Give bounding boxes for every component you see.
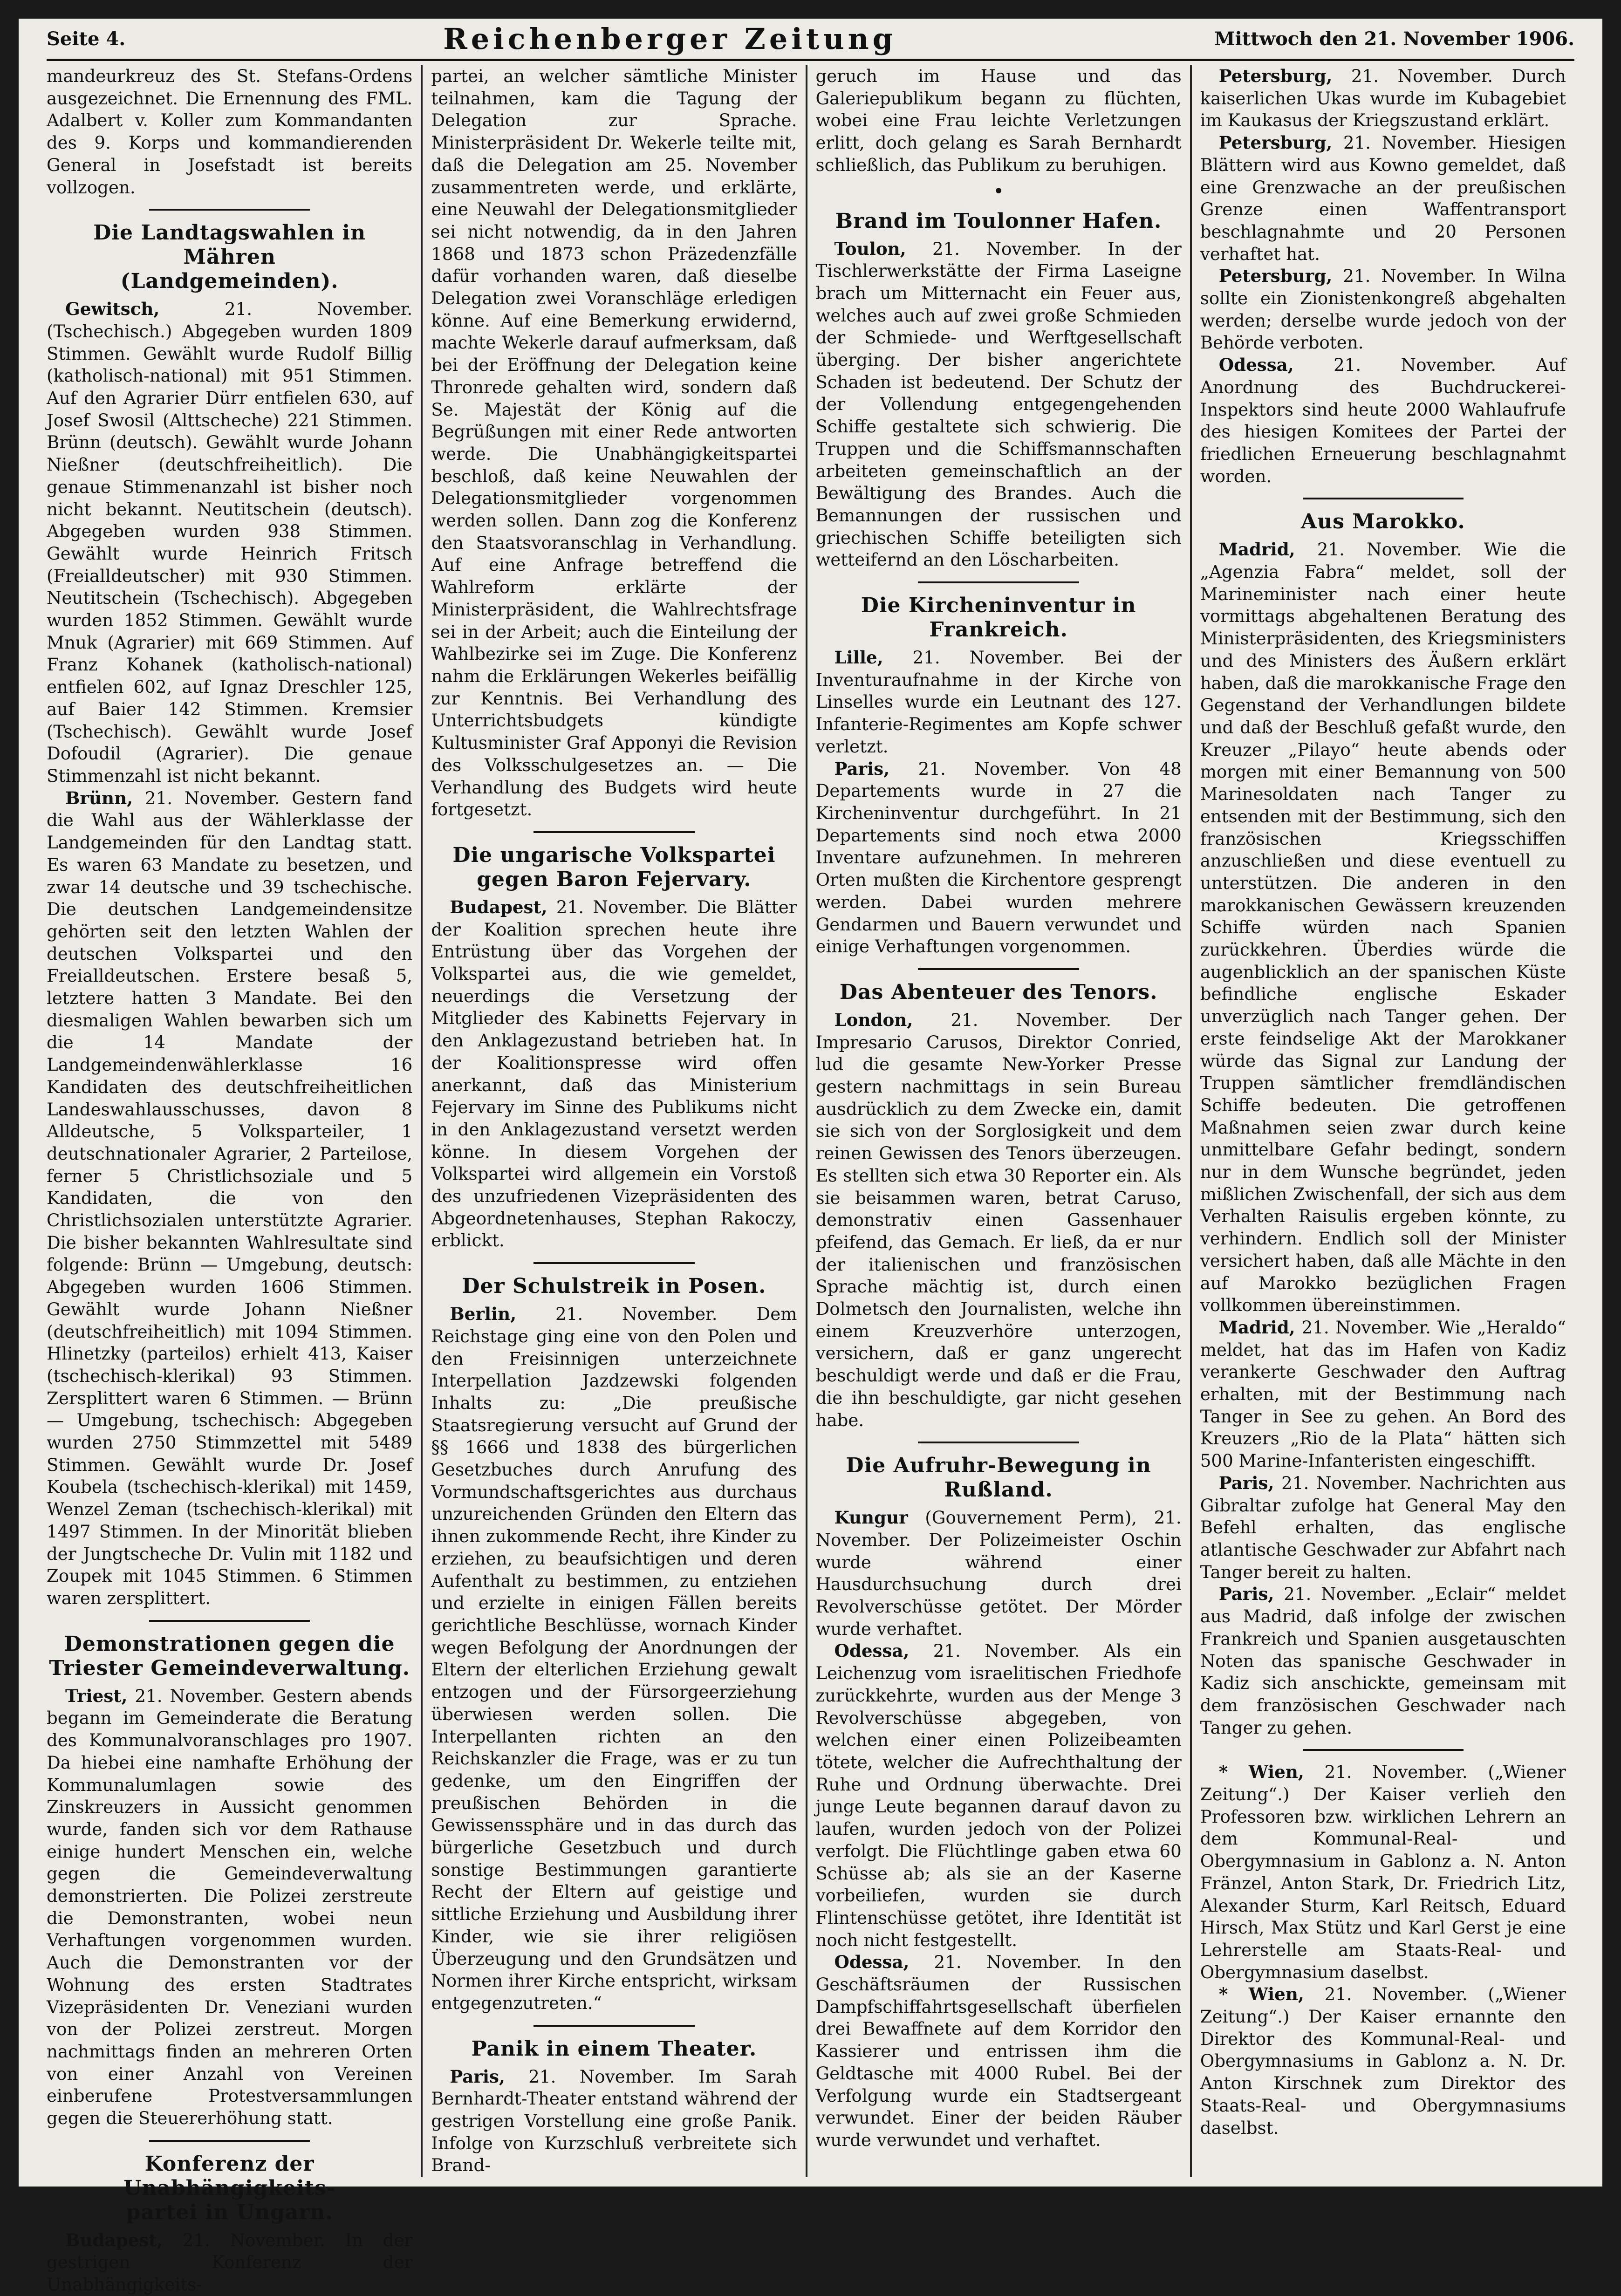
article-continuation: mandeurkreuz des St. Stefans-Ordens ausgezeichnet. Die Ernennung des FML. Adalbert v. Koller zum Kommandanten des 9. Korps und kommandierenden General in Josefstadt ist bereits vollzogen.	[47, 66, 413, 198]
divider	[533, 831, 695, 833]
divider	[149, 2140, 310, 2142]
page-number: Seite 4.	[47, 27, 126, 50]
paragraph: Petersburg, 21. November. Durch kaiserlichen Ukas wurde im Kubagebiet im Kaukasus der Kriegszustand erklärt.	[1200, 66, 1566, 131]
dateline: Paris,	[834, 758, 890, 779]
masthead: Reichenberger Zeitung	[443, 21, 897, 56]
paragraph: Petersburg, 21. November. Hiesigen Blättern wird aus Kowno gemeldet, daß eine Grenzwache an der preußischen Grenze einen Waffentransport beschlagnahmte und 20 Personen verhaftet hat.	[1200, 132, 1566, 264]
dateline: Kungur	[834, 1507, 908, 1528]
paragraph: Triest, 21. November. Gestern abends begann im Gemeinderate die Beratung des Kommunalvoranschlages pro 1907. Da hiebei eine namhafte Erhöhung der Kommunalumlagen sowie des Zinskreuzers in Aussicht genommen wurde, fanden sich vor dem Rathause einige hundert Menschen ein, welche gegen die Gemeindeverwaltung demonstrierten. Die Polizei zerstreute die Demonstranten, wobei neun Verhaftungen vorgenommen wurden. Auch die Demonstranten vor der Wohnung des ersten Stadtrates Vizepräsidenten Dr. Veneziani wurden von der Polizei zerstreut. Morgen nachmittags finden an mehreren Orten von einer Anzahl von Vereinen einberufene Protestversammlungen gegen die Steuererhöhung statt.	[47, 1685, 413, 2129]
paragraph: Madrid, 21. November. Wie „Heraldo“ meldet, hat das im Hafen von Kadiz verankerte Geschwader den Auftrag erhalten, mit der Bestimmung nach Tanger in See zu gehen. An Bord des Kreuzers „Rio de la Plata“ hätten sich 500 Marine-Infanteristen eingeschifft.	[1200, 1317, 1566, 1471]
divider	[533, 1262, 695, 1264]
divider	[918, 581, 1079, 583]
paragraph: Paris, 21. November. Im Sarah Bernhardt-Theater entstand während der gestrigen Vorstellung eine große Panik. Infolge von Kurzschluß verbreitete sich Brand-	[431, 2066, 797, 2176]
paragraph: Budapest, 21. November. In der gestrigen Konferenz der Unabhängigkeits-	[47, 2229, 413, 2295]
dateline: Petersburg,	[1218, 66, 1333, 86]
headline: Brand im Toulonner Hafen.	[835, 209, 1162, 233]
divider: •	[993, 180, 1004, 202]
paragraph: * Wien, 21. November. („Wiener Zeitung“.) Der Kaiser verlieh den Professoren bzw. wirklichen Lehrern an dem Kommunal-Real- und Obergymnasium in Gablonz a. N. Anton Fränzel, Anton Stark, Dr. Friedrich Litz, Alexander Sturm, Karl Reitsch, Eduard Hirsch, Max Stütz und Karl Gerst je eine Lehrerstelle am Staats-Real- und Obergymnasium daselbst.	[1200, 1762, 1566, 1982]
divider	[149, 1620, 310, 1622]
paragraph: Petersburg, 21. November. In Wilna sollte ein Zionistenkongreß abgehalten werden; derselbe wurde jedoch von der Behörde verboten.	[1200, 266, 1566, 353]
divider	[533, 2025, 695, 2027]
dateline: Budapest,	[450, 896, 547, 917]
dateline: Brünn,	[65, 787, 133, 808]
article-continuation: geruch im Hause und das Galeriepublikum begann zu flüchten, wobei eine Frau leichte Verletzungen erlitt, doch gelang es Sarah Bernhardt schließlich, das Publikum zu beruhigen.	[815, 66, 1182, 175]
page-header	[47, 19, 1574, 61]
paragraph: Gewitsch, 21. November. (Tschechisch.) Abgegeben wurden 1809 Stimmen. Gewählt wurde Rudolf Billig (katholisch-national) mit 951 Stimmen. Auf den Agrarier Dürr entfielen 630, auf Josef Swosil (Alttscheche) 221 Stimmen. Brünn (deutsch). Gewählt wurde Johann Nießner (deutschfreiheitlich). Die genaue Stimmenanzahl ist bisher noch nicht bekannt. Neutitschein (deutsch). Abgegeben wurden 938 Stimmen. Gewählt wurde Heinrich Fritsch (Freialldeutscher) mit 930 Stimmen. Neutitschein (Tschechisch). Abgegeben wurden 1852 Stimmen. Gewählt wurde Mnuk (Agrarier) mit 669 Stimmen. Auf Franz Kohanek (katholisch-national) entfielen 602, auf Ignaz Dreschler 125, auf Baier 142 Stimmen. Kremsier (Tschechisch). Gewählt wurde Josef Dofoudil (Agrarier). Die genaue Stimmenzahl ist nicht bekannt.	[47, 299, 413, 786]
headline: Die Landtagswahlen in Mähren (Landgemeinden).	[93, 221, 366, 294]
dateline: Odessa,	[834, 1952, 910, 1973]
dateline: Berlin,	[450, 1304, 517, 1325]
paragraph: Berlin, 21. November. Dem Reichstage ging eine von den Polen und den Freisinnigen unterzeichnete Interpellation Jazdzewski folgenden Inhalts zu: „Die preußische Staatsregierung versucht auf Grund der §§ 1666 und 1838 des bürgerlichen Gesetzbuches durch Anrufung des Vormundschaftsgerichtes aus durchaus unzureichenden Gründen den Eltern das ihnen zukommende Recht, ihre Kinder zu erziehen, zu beaufsichtigen und deren Aufenthalt zu bestimmen, zu entziehen und erzielte in einigen Fällen bereits gerichtliche Beschlüsse, wornach Kinder wegen Befolgung der Anordnungen der Eltern der elterlichen Erziehung gewalt entzogen und der Fürsorgeerziehung überwiesen werden sollen. Die Interpellanten richten an den Reichskanzler die Frage, was er zu tun gedenke, um den Eingriffen der preußischen Behörden in die Gewissenssphäre und in das durch das bürgerliche Gesetzbuch und durch sonstige Bestimmungen garantierte Recht der Eltern auf geistige und sittliche Erziehung und Ausbildung ihrer Kinder, wie sie ihrer religiösen Überzeugung und den Grundsätzen und Normen ihrer Kirche entspricht, wirksam entgegenzutreten.“	[431, 1304, 797, 2013]
paragraph: Odessa, 21. November. Auf Anordnung des Buchdruckerei-Inspektors sind heute 2000 Wahlaufrufe des hiesigen Komitees der Partei der friedlichen Erneuerung beschlagnahmt worden.	[1200, 355, 1566, 486]
paragraph: * Wien, 21. November. („Wiener Zeitung“.) Der Kaiser ernannte den Direktor des Kommunal-Real- und Obergymnasiums in Gablonz a. N. Dr. Anton Kirschnek zum Direktor des Staats-Real- und Obergymnasiums daselbst.	[1200, 1984, 1566, 2138]
paragraph: Odessa, 21. November. Als ein Leichenzug vom israelitischen Friedhofe zurückkehrte, wurden aus der Menge 3 Revolverschüsse abgegeben, von welchen einer einen Polizeibeamten tötete, welcher die Aufrechthaltung der Ruhe und Ordnung überwachte. Drei junge Leute begannen darauf davon zu laufen, wurden jedoch von der Polizei verfolgt. Die Flüchtlinge gaben etwa 60 Schüsse ab; als sie an der Kaserne vorbeiliefen, wurden sie durch Flintenschüsse getötet, ihre Identität ist noch nicht festgestellt.	[815, 1640, 1182, 1950]
dateline: Budapest,	[65, 2229, 163, 2250]
paragraph: Madrid, 21. November. Wie die „Agenzia Fabra“ meldet, soll der Marineminister nach einer heute vormittags abgehaltenen Beratung des Ministerpräsidenten, des Kriegsministers und des Ministers des Äußern erklärt haben, daß die marokkanische Frage den Gegenstand der Verhandlungen bildete und daß der Beschluß gefaßt wurde, den Kreuzer „Pilayo“ heute abends oder morgen mit einer Bemannung von 500 Marinesoldaten nach Tanger zu entsenden mit der Bestimmung, sich den französischen Kriegsschiffen anzuschließen und diese eventuell zu unterstützen. Die anderen in den marokkanischen Gewässern kreuzenden Schiffe würden nach Spanien zurückkehren. Überdies würde die augenblicklich an der spanischen Küste befindliche englische Eskader unverzüglich nach Tanger gehen. Der erste feindselige Akt der Marokkaner würde das Signal zur Landung der Truppen sämtlicher fremdländischen Schiffe bedeuten. Die getroffenen Maßnahmen seien zwar durch keine unmittelbare Gefahr bedingt, sondern nur in dem Wunsche begründet, jeden mißlichen Zwischenfall, der sich aus dem Verhalten Raisulis ergeben könnte, zu verhindern. Endlich soll der Minister versichert haben, daß alle Mächte in den auf Marokko bezüglichen Fragen vollkommen übereinstimmen.	[1200, 539, 1566, 1316]
headline: Die ungarische Volkspartei gegen Baron Fejervary.	[452, 843, 776, 891]
headline: Der Schulstreik in Posen.	[462, 1274, 766, 1298]
issue-date: Mittwoch den 21. November 1906.	[1214, 27, 1574, 50]
dateline: Petersburg,	[1218, 266, 1333, 287]
headline: Konferenz der Unabhängigkeits- partei in Ungarn.	[123, 2152, 336, 2224]
headline: Demonstrationen gegen die Triester Gemeindeverwaltung.	[49, 1632, 410, 1680]
divider	[918, 1442, 1079, 1443]
paragraph: Budapest, 21. November. Die Blätter der Koalition sprechen heute ihre Entrüstung über das Vorgehen der Volkspartei aus, die wie gemeldet, neuerdings die Versetzung der Mitglieder des Kabinetts Fejervary in den Anklagezustand betrieben hat. In der Koalitionspresse wird offen anerkannt, daß das Ministerium Fejervary im Sinne des Publikums nicht in den Anklagezustand versetzt werden könne. In diesem Vorgehen der Volkspartei wird allgemein ein Vorstoß des unzufriedenen Vizepräsidenten des Abgeordnetenhauses, Stephan Rakoczy, erblickt.	[431, 896, 797, 1251]
headline: Aus Marokko.	[1300, 510, 1465, 534]
dateline: * Wien,	[1218, 1984, 1304, 2005]
dateline: Odessa,	[1218, 355, 1294, 376]
divider	[918, 968, 1079, 970]
headline: Die Kircheninventur in Frankreich.	[861, 594, 1136, 642]
paragraph: Lille, 21. November. Bei der Inventuraufnahme in der Kirche von Linselles wurde ein Leutnant des 127. Infanterie-Regimentes am Kopfe schwer verletzt.	[815, 647, 1182, 757]
divider	[1303, 1749, 1464, 1751]
column-1	[47, 65, 423, 2295]
paragraph: Paris, 21. November. „Eclair“ meldet aus Madrid, daß infolge der zwischen Frankreich und Spanien ausgetauschten Noten das spanische Geschwader in Kadiz sich anschickte, gemeinsam mit dem französischen Geschwader nach Tanger zu gehen.	[1200, 1584, 1566, 1738]
dateline: Toulon,	[834, 238, 906, 259]
dateline: Petersburg,	[1218, 132, 1333, 153]
paragraph: Paris, 21. November. Nachrichten aus Gibraltar zufolge hat General May den Befehl erhalten, das englische atlantische Geschwader zur Abfahrt nach Tanger bereit zu halten.	[1200, 1472, 1566, 1582]
headline: Das Abenteuer des Tenors.	[839, 980, 1158, 1004]
headline: Panik in einem Theater.	[471, 2036, 757, 2061]
article-continuation: partei, an welcher sämtliche Minister teilnahmen, kam die Tagung der Delegation zur Sprache. Ministerpräsident Dr. Wekerle teilte mit, daß die Delegation am 25. November zusammentreten werde, und erklärte, eine Neuwahl der Delegationsmitglieder sei nicht notwendig, da in den Jahren 1868 und 1873 schon Präzedenzfälle dafür vorhanden waren, daß dieselbe Delegation zwei Voranschläge erledigen könne. Auf eine Bemerkung erwidernd, machte Wekerle darauf aufmerksam, daß bei der Eröffnung der Delegation keine Thronrede gehalten wird, sondern daß Se. Majestät der König auf die Begrüßungen mit einer Rede antworten werde. Die Unabhängigkeitspartei beschloß, daß keine Neuwahlen der Delegationsmitglieder vorgenommen werden sollen. Dann zog die Konferenz den Staatsvoranschlag in Verhandlung. Auf eine Anfrage betreffend die Wahlreform erklärte der Ministerpräsident, die Wahlrechtsfrage sei in der Arbeit; auch die Einteilung der Wahlbezirke sei im Zuge. Die Konferenz nahm die Erklärungen Wekerles beifällig zur Kenntnis. Bei Verhandlung des Unterrichtsbudgets kündigte Kultusminister Graf Apponyi die Revision des Volksschulgesetzes an. — Die Verhandlung des Budgets wird heute fortgesetzt.	[431, 66, 797, 820]
paragraph: Toulon, 21. November. In der Tischlerwerkstätte der Firma Laseigne brach um Mitternacht ein Feuer aus, welches auch auf zwei große Schmieden der Schmiede- und Werftgesellschaft überging. Der bisher angerichtete Schaden ist bedeutend. Der Schutz der der Vollendung entgegengehenden Schiffe gestaltete sich schwierig. Die Truppen und die Schiffsmannschaften arbeiteten gemeinschaftlich an der Bewältigung des Brandes. Auch die Bemannungen der russischen und griechischen Schiffe beteiligten sich wetteifernd an den Löscharbeiten.	[815, 238, 1182, 570]
columns	[47, 65, 1574, 2295]
paragraph: Brünn, 21. November. Gestern fand die Wahl aus der Wählerklasse der Landgemeinden für den Landtag statt. Es waren 63 Mandate zu besetzen, und zwar 14 deutsche und 39 tschechische. Die deutschen Landgemeindensitze gehörten seit den letzten Wahlen der deutschen Volkspartei und den Freialldeutschen. Erstere besaß 5, letztere hatten 3 Mandate. Bei den diesmaligen Wahlen bewarben sich um die 14 Mandate der Landgemeindenwählerklasse 16 Kandidaten des deutschfreiheitlichen Landeswahlausschusses, davon 8 Alldeutsche, 5 Volksparteiler, 1 deutschnationaler Agrarier, 2 Parteilose, ferner 5 Christlichsoziale und 5 Kandidaten, die von den Christlichsozialen unterstützte Agrarier. Die bisher bekannten Wahlresultate sind folgende: Brünn — Umgebung, deutsch: Abgegeben wurden 1606 Stimmen. Gewählt wurde Johann Nießner (deutschfreiheitlich) mit 1094 Stimmen. Hlinetzky (parteilos) erhielt 413, Kaiser (tschechisch-klerikal) 93 Stimmen. Zersplittert waren 6 Stimmen. — Brünn — Umgebung, tschechisch: Abgegeben wurden 2750 Stimmzettel mit 5489 Stimmen. Gewählt wurde Dr. Josef Koubela (tschechisch-klerikal) mit 1459, Wenzel Zeman (tschechisch-klerikal) mit 1497 Stimmen. In der Minorität blieben der Jungtscheche Dr. Vulin mit 1182 und Zoupek mit 1045 Stimmen. 6 Stimmen waren zersplittert.	[47, 787, 413, 1608]
dateline: Madrid,	[1218, 539, 1295, 560]
dateline: Paris,	[1218, 1472, 1274, 1493]
dateline: Madrid,	[1218, 1317, 1295, 1338]
dateline: * Wien,	[1218, 1762, 1304, 1783]
dateline: Odessa,	[834, 1640, 910, 1661]
dateline: Paris,	[450, 2066, 505, 2087]
newspaper-page	[19, 19, 1602, 2295]
dateline: Paris,	[1218, 1584, 1274, 1605]
column-3	[807, 65, 1192, 2177]
dateline: Lille,	[834, 647, 883, 668]
headline: Die Aufruhr-Bewegung in Rußland.	[846, 1454, 1151, 1502]
dateline: Gewitsch,	[65, 299, 160, 320]
paragraph: London, 21. November. Der Impresario Carusos, Direktor Conried, lud die gesamte New-Yorker Presse gestern nachmittags in sein Bureau ausdrücklich zu dem Zwecke ein, damit sie sich von der Sorglosigkeit und dem reinen Gewissen des Tenors überzeugen. Es stellten sich etwa 30 Reporter ein. Als sie beisammen waren, betrat Caruso, demonstrativ einen Gassenhauer pfeifend, das Gemach. Er ließ, da er nur der italienischen und französischen Sprache mächtig ist, durch einen Dolmetsch den Journalisten, welche ihn einem Kreuzverhöre unterzogen, versichern, daß er ganz ungerecht beschuldigt werde und daß er die Frau, die ihn beschuldigte, gar nicht gesehen habe.	[815, 1009, 1182, 1430]
paragraph: Kungur (Gouvernement Perm), 21. November. Der Polizeimeister Oschin wurde während einer Hausdurchsuchung durch drei Revolverschüsse getötet. Der Mörder wurde verhaftet.	[815, 1507, 1182, 1639]
dateline: Triest,	[65, 1685, 128, 1706]
paragraph: Odessa, 21. November. In den Geschäftsräumen der Russischen Dampfschiffahrtsgesellschaft überfielen drei Bewaffnete auf dem Korridor den Kassierer und entrissen ihm die Geldtasche mit 4000 Rubel. Bei der Verfolgung wurde ein Stadtsergeant verwundet. Einer der beiden Räuber wurde verwundet und verhaftet.	[815, 1952, 1182, 2150]
column-2	[423, 65, 807, 2177]
column-4	[1192, 65, 1574, 2177]
dateline: London,	[834, 1009, 913, 1030]
divider	[1303, 498, 1464, 499]
paragraph: Paris, 21. November. Von 48 Departements wurde in 27 die Kircheninventur durchgeführt. In 21 Departements sind noch etwa 2000 Inventare aufzunehmen. In mehreren Orten mußten die Kirchentore gesprengt werden. Dabei wurden mehrere Gendarmen und Bauern verwundet und einige Verhaftungen vorgenommen.	[815, 758, 1182, 957]
divider	[149, 209, 310, 211]
